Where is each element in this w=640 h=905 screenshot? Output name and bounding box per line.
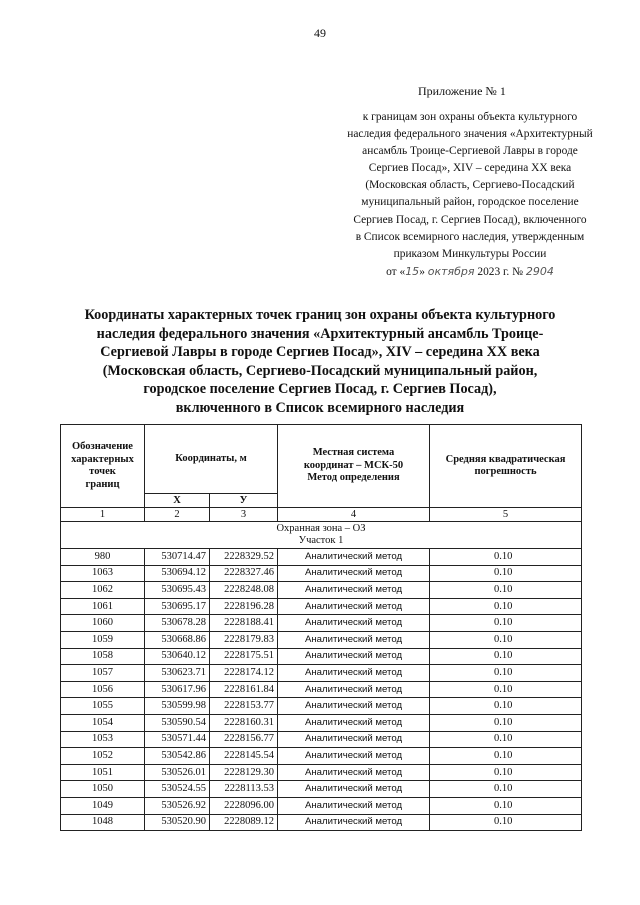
cell-y: 2228096.00	[210, 797, 278, 814]
title-line: Сергиевой Лавры в городе Сергиев Посад», XIV – середина XX века	[100, 344, 540, 361]
cell-point: 1053	[61, 731, 145, 748]
cell-y: 2228145.54	[210, 748, 278, 765]
header-point-line: Обозначение	[72, 441, 133, 452]
appendix-line: к границам зон охраны объекта культурного	[362, 111, 578, 123]
cell-error: 0.10	[430, 764, 582, 781]
table-row	[61, 582, 582, 599]
table-row	[61, 615, 582, 632]
table-row	[61, 549, 582, 566]
table-row	[61, 598, 582, 615]
appendix-line: муниципальный район, городское поселение	[361, 196, 579, 209]
cell-x: 530542.86	[145, 748, 210, 765]
cell-x: 530694.12	[145, 565, 210, 582]
cell-error: 0.10	[430, 665, 582, 682]
cell-point: 1059	[61, 631, 145, 648]
handwritten-month: октября	[427, 264, 475, 278]
cell-method: Аналитический метод	[278, 565, 430, 582]
appendix-line: приказом Минкультуры России	[393, 247, 547, 260]
cell-error: 0.10	[430, 731, 582, 748]
page-number: 49	[314, 26, 326, 40]
appendix-line: ансамбль Троице-Сергиевой Лавры в городе	[362, 145, 578, 158]
cell-method: Аналитический метод	[278, 615, 430, 632]
column-number: 4	[278, 508, 430, 522]
table-row	[61, 814, 582, 831]
cell-method: Аналитический метод	[278, 748, 430, 765]
cell-x: 530520.90	[145, 814, 210, 831]
cell-y: 2228160.31	[210, 714, 278, 731]
cell-x: 530571.44	[145, 731, 210, 748]
cell-x: 530524.55	[145, 781, 210, 798]
header-system	[278, 425, 430, 508]
cell-y: 2228188.41	[210, 615, 278, 632]
cell-method: Аналитический метод	[278, 698, 430, 715]
title-line: наследия федерального значения «Архитектурный ансамбль Троице-	[96, 325, 544, 342]
cell-y: 2228129.30	[210, 764, 278, 781]
header-error-line: погрешность	[474, 466, 537, 477]
appendix-line: Сергиев Посад», XIV – середина XX века	[368, 162, 572, 175]
cell-y: 2228327.46	[210, 565, 278, 582]
cell-method: Аналитический метод	[278, 814, 430, 831]
cell-method: Аналитический метод	[278, 648, 430, 665]
cell-x: 530526.01	[145, 764, 210, 781]
table-row	[61, 781, 582, 798]
cell-error: 0.10	[430, 598, 582, 615]
title-line: (Московская область, Сергиево-Посадский муниципальный район,	[102, 362, 538, 379]
cell-point: 1048	[61, 814, 145, 831]
cell-method: Аналитический метод	[278, 598, 430, 615]
cell-x: 530714.47	[145, 549, 210, 566]
cell-error: 0.10	[430, 781, 582, 798]
cell-x: 530695.43	[145, 582, 210, 599]
handwritten-day: 15	[405, 264, 420, 278]
table-row	[61, 698, 582, 715]
cell-error: 0.10	[430, 698, 582, 715]
cell-x: 530599.98	[145, 698, 210, 715]
cell-method: Аналитический метод	[278, 665, 430, 682]
cell-point: 1052	[61, 748, 145, 765]
column-number: 1	[61, 508, 145, 522]
coordinates-table	[60, 424, 582, 831]
header-point-line: характерных	[71, 453, 134, 465]
appendix-line: в Список всемирного наследия, утвержденным	[355, 230, 585, 243]
cell-point: 1063	[61, 565, 145, 582]
cell-method: Аналитический метод	[278, 582, 430, 599]
cell-error: 0.10	[430, 565, 582, 582]
cell-y: 2228329.52	[210, 549, 278, 566]
cell-method: Аналитический метод	[278, 781, 430, 798]
zone-label: Охранная зона – ОЗ	[276, 522, 366, 534]
cell-point: 1058	[61, 648, 145, 665]
cell-x: 530640.12	[145, 648, 210, 665]
header-coordinates: Координаты, м	[145, 425, 278, 494]
cell-point: 1057	[61, 665, 145, 682]
cell-point: 1050	[61, 781, 145, 798]
order-year: 2023 г.	[477, 265, 510, 278]
header-y: У	[210, 494, 278, 508]
cell-error: 0.10	[430, 631, 582, 648]
title-line: городское поселение Сергиев Посад, г. Сергиев Посад),	[143, 381, 497, 398]
appendix-text	[332, 109, 608, 281]
header-system-line: координат – МСК-50	[303, 459, 404, 471]
order-date-line	[332, 263, 608, 281]
column-number: 5	[430, 508, 582, 522]
appendix-line: Сергиев Посад, г. Сергиев Посад), включенного	[353, 213, 587, 226]
order-mid: »	[419, 265, 425, 278]
cell-point: 1051	[61, 764, 145, 781]
handwritten-order-number: 2904	[525, 264, 554, 278]
cell-x: 530617.96	[145, 681, 210, 698]
cell-y: 2228161.84	[210, 681, 278, 698]
cell-error: 0.10	[430, 797, 582, 814]
cell-y: 2228248.08	[210, 582, 278, 599]
cell-error: 0.10	[430, 615, 582, 632]
zone-header	[61, 522, 582, 549]
cell-error: 0.10	[430, 582, 582, 599]
table-row	[61, 748, 582, 765]
appendix-title: Приложение № 1	[418, 84, 506, 98]
cell-x: 530668.86	[145, 631, 210, 648]
cell-y: 2228089.12	[210, 814, 278, 831]
table-row	[61, 681, 582, 698]
cell-error: 0.10	[430, 549, 582, 566]
cell-error: 0.10	[430, 814, 582, 831]
table-row	[61, 731, 582, 748]
order-number-prefix: №	[512, 265, 524, 278]
title-line: Координаты характерных точек границ зон охраны объекта культурного	[84, 307, 556, 323]
header-error-line: Средняя квадратическая	[445, 453, 566, 465]
cell-x: 530695.17	[145, 598, 210, 615]
table-row	[61, 665, 582, 682]
table-row	[61, 764, 582, 781]
title-line: включенного в Список всемирного наследия	[175, 399, 465, 416]
section-label: Участок 1	[298, 535, 344, 546]
cell-method: Аналитический метод	[278, 631, 430, 648]
cell-point: 1054	[61, 714, 145, 731]
cell-x: 530526.92	[145, 797, 210, 814]
cell-point: 1061	[61, 598, 145, 615]
cell-y: 2228156.77	[210, 731, 278, 748]
cell-y: 2228153.77	[210, 698, 278, 715]
appendix-line: наследия федерального значения «Архитектурный	[347, 128, 593, 141]
cell-x: 530678.28	[145, 615, 210, 632]
table-row	[61, 648, 582, 665]
cell-error: 0.10	[430, 648, 582, 665]
header-point	[61, 425, 145, 508]
table-row	[61, 797, 582, 814]
cell-point: 1055	[61, 698, 145, 715]
cell-y: 2228175.51	[210, 648, 278, 665]
cell-x: 530590.54	[145, 714, 210, 731]
cell-method: Аналитический метод	[278, 731, 430, 748]
cell-x: 530623.71	[145, 665, 210, 682]
table-row	[61, 631, 582, 648]
table-row	[61, 714, 582, 731]
header-x: X	[145, 494, 210, 508]
cell-method: Аналитический метод	[278, 549, 430, 566]
header-system-line: Метод определения	[307, 472, 400, 484]
cell-error: 0.10	[430, 714, 582, 731]
header-point-line: границ	[85, 478, 120, 490]
cell-method: Аналитический метод	[278, 797, 430, 814]
cell-point: 1060	[61, 615, 145, 632]
cell-point: 980	[61, 549, 145, 566]
cell-point: 1062	[61, 582, 145, 599]
column-number: 3	[210, 508, 278, 522]
header-point-line: точек	[89, 466, 116, 477]
cell-method: Аналитический метод	[278, 764, 430, 781]
appendix-line: (Московская область, Сергиево-Посадский	[365, 179, 575, 192]
cell-point: 1049	[61, 797, 145, 814]
table-row	[61, 565, 582, 582]
cell-error: 0.10	[430, 681, 582, 698]
order-prefix: от «	[386, 265, 406, 278]
cell-y: 2228113.53	[210, 781, 278, 798]
header-system-line: Местная система	[312, 447, 395, 459]
cell-y: 2228196.28	[210, 598, 278, 615]
cell-method: Аналитический метод	[278, 714, 430, 731]
column-number: 2	[145, 508, 210, 522]
cell-y: 2228174.12	[210, 665, 278, 682]
cell-y: 2228179.83	[210, 631, 278, 648]
cell-method: Аналитический метод	[278, 681, 430, 698]
document-title	[60, 306, 580, 418]
header-error	[430, 425, 582, 508]
cell-error: 0.10	[430, 748, 582, 765]
cell-point: 1056	[61, 681, 145, 698]
